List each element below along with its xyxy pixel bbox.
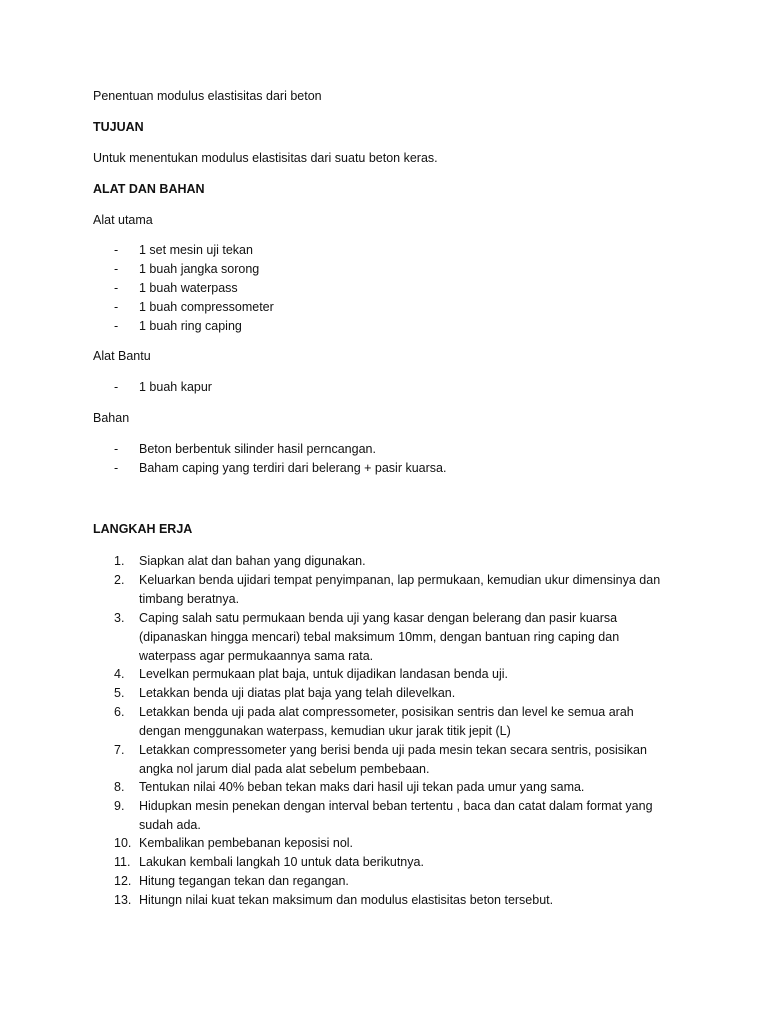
step-text: Tentukan nilai 40% beban tekan maks dari hasil uji tekan pada umur yang sama. xyxy=(139,780,585,794)
step-item xyxy=(114,741,674,779)
bullet-dash: - xyxy=(114,262,119,276)
list-item xyxy=(114,318,242,335)
step-text: Hitung tegangan tekan dan regangan. xyxy=(139,874,349,888)
step-item xyxy=(114,891,674,910)
list-item xyxy=(114,261,259,278)
step-text: Levelkan permukaan plat baja, untuk dijadikan landasan benda uji. xyxy=(139,667,509,681)
step-text: Lakukan kembali langkah 10 untuk data berikutnya. xyxy=(139,855,424,869)
step-number: 2. xyxy=(114,573,125,587)
step-item xyxy=(114,778,674,797)
step-number: 3. xyxy=(114,611,125,625)
step-item xyxy=(114,552,674,571)
step-text: Hidupkan mesin penekan dengan interval beban tertentu , baca dan catat dalam format yang sudah ada. xyxy=(139,799,653,832)
list-item-text: Baham caping yang terdiri dari belerang + pasir kuarsa. xyxy=(139,461,447,475)
step-item xyxy=(114,703,674,741)
step-item xyxy=(114,665,674,684)
bullet-dash: - xyxy=(114,319,119,333)
step-item xyxy=(114,872,674,891)
step-text: Letakkan compressometer yang berisi benda uji pada mesin tekan secara sentris, posisikan angka nol jarum dial pada alat sebelum pembebaan. xyxy=(139,743,647,776)
step-number: 11. xyxy=(114,855,131,869)
list-item xyxy=(114,460,446,477)
step-text: Kembalikan pembebanan keposisi nol. xyxy=(139,836,354,850)
list-item-text: 1 set mesin uji tekan xyxy=(139,243,253,257)
step-number: 8. xyxy=(114,780,125,794)
step-number: 10. xyxy=(114,836,132,850)
list-item-text: 1 buah compressometer xyxy=(139,300,274,314)
list-item-text: 1 buah kapur xyxy=(139,380,212,394)
bullet-dash: - xyxy=(114,243,119,257)
list-item-text: Beton berbentuk silinder hasil perncangan. xyxy=(139,442,376,456)
step-text: Siapkan alat dan bahan yang digunakan. xyxy=(139,554,366,568)
step-text: Hitungn nilai kuat tekan maksimum dan modulus elastisitas beton tersebut. xyxy=(139,893,554,907)
step-number: 9. xyxy=(114,799,125,813)
list-item-text: 1 buah waterpass xyxy=(139,281,238,295)
alat-bahan-heading: ALAT DAN BAHAN xyxy=(93,182,205,196)
step-number: 13. xyxy=(114,893,132,907)
langkah-heading: LANGKAH ERJA xyxy=(93,522,193,536)
bahan-label: Bahan xyxy=(93,411,130,425)
step-item xyxy=(114,684,674,703)
list-item-text: 1 buah jangka sorong xyxy=(139,262,260,276)
step-number: 4. xyxy=(114,667,125,681)
alat-utama-label: Alat utama xyxy=(93,213,153,227)
step-item xyxy=(114,834,674,853)
step-number: 12. xyxy=(114,874,132,888)
list-item xyxy=(114,379,212,396)
step-text: Keluarkan benda ujidari tempat penyimpanan, lap permukaan, kemudian ukur dimensinya dan timbang beratnya. xyxy=(139,573,661,606)
step-item xyxy=(114,571,674,609)
step-item xyxy=(114,797,674,835)
step-number: 5. xyxy=(114,686,125,700)
bullet-dash: - xyxy=(114,442,119,456)
list-item xyxy=(114,299,274,316)
bullet-dash: - xyxy=(114,461,119,475)
step-number: 6. xyxy=(114,705,125,719)
bullet-dash: - xyxy=(114,380,119,394)
tujuan-heading: TUJUAN xyxy=(93,120,144,134)
step-text: Letakkan benda uji pada alat compressometer, posisikan sentris dan level ke semua arah dengan menggunakan waterpass, kemudian ukur jarak titik jepit (L) xyxy=(139,705,634,738)
bullet-dash: - xyxy=(114,300,119,314)
list-item-text: 1 buah ring caping xyxy=(139,319,242,333)
list-item xyxy=(114,242,253,259)
step-number: 7. xyxy=(114,743,125,757)
alat-bantu-label: Alat Bantu xyxy=(93,349,151,363)
document-title: Penentuan modulus elastisitas dari beton xyxy=(93,89,322,103)
tujuan-text: Untuk menentukan modulus elastisitas dari suatu beton keras. xyxy=(93,151,438,165)
step-number: 1. xyxy=(114,554,125,568)
step-item xyxy=(114,609,674,666)
step-item xyxy=(114,853,674,872)
step-text: Letakkan benda uji diatas plat baja yang telah dilevelkan. xyxy=(139,686,456,700)
list-item xyxy=(114,280,238,297)
list-item xyxy=(114,441,376,458)
bullet-dash: - xyxy=(114,281,119,295)
step-text: Caping salah satu permukaan benda uji yang kasar dengan belerang dan pasir kuarsa (dipanaskan hingga mencari) tebal maksimum 10mm, dengan bantuan ring caping dan waterpass agar permukaannya sama rata. xyxy=(139,611,620,663)
